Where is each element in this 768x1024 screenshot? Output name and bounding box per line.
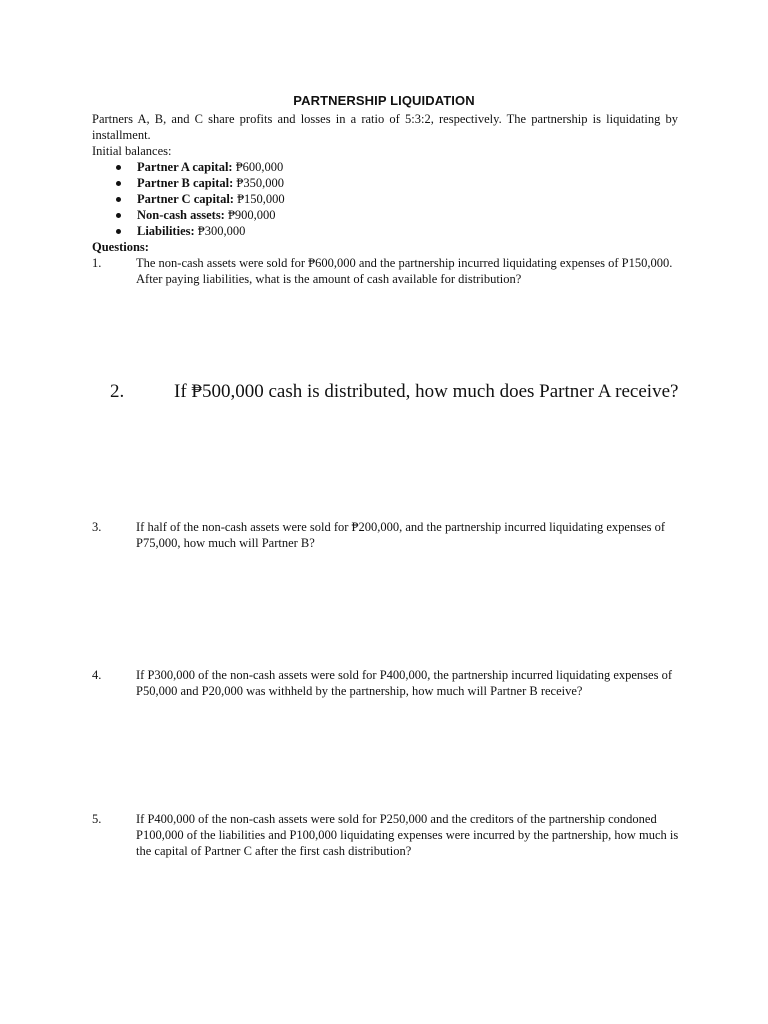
question-2: [110, 381, 710, 403]
questions-heading: Questions:: [92, 240, 149, 254]
document-title: PARTNERSHIP LIQUIDATION: [293, 93, 475, 108]
bullet-icon: [116, 181, 121, 186]
question-number: 1.: [92, 256, 102, 270]
balance-label: Partner A capital:: [137, 160, 233, 174]
question-4: [92, 667, 682, 699]
intro-paragraph: Partners A, B, and C share profits and losses in a ratio of 5:3:2, respectively. The partnership is liquidating by installment.: [92, 112, 678, 142]
balance-item-liabilities: [92, 223, 285, 239]
initial-balances-label: Initial balances:: [92, 144, 172, 158]
balance-label: Partner B capital:: [137, 176, 234, 190]
balance-item-partner-c: [92, 191, 285, 207]
balance-value: ₱350,000: [236, 176, 284, 190]
question-number: 5.: [92, 812, 102, 826]
balance-item-partner-a: [92, 159, 285, 175]
bullet-icon: [116, 165, 121, 170]
bullet-icon: [116, 229, 121, 234]
question-1: [92, 255, 682, 287]
balance-label: Partner C capital:: [137, 192, 234, 206]
balance-item-partner-b: [92, 175, 285, 191]
question-text: If P300,000 of the non-cash assets were sold for P400,000, the partnership incurred liquidating expenses of P50,000 and P20,000 was withheld by the partnership, how much will Partner B receive?: [136, 668, 672, 698]
question-5: [92, 811, 682, 859]
bullet-icon: [116, 197, 121, 202]
question-number: 4.: [92, 668, 102, 682]
balance-value: ₱300,000: [197, 224, 246, 238]
bullet-icon: [116, 213, 121, 218]
balance-item-non-cash-assets: [92, 207, 285, 223]
balance-label: Liabilities:: [137, 224, 195, 238]
initial-balances-list: [92, 159, 285, 239]
question-3: [92, 519, 682, 551]
question-number: 2.: [110, 381, 125, 402]
balance-value: ₱150,000: [237, 192, 285, 206]
question-text: If half of the non-cash assets were sold for ₱200,000, and the partnership incurred liquidating expenses of P75,000, how much will Partner B?: [136, 520, 666, 550]
balance-label: Non-cash assets:: [137, 208, 225, 222]
balance-value: ₱600,000: [235, 160, 284, 174]
question-text: If P400,000 of the non-cash assets were sold for P250,000 and the creditors of the partnership condoned P100,000 of the liabilities and P100,000 liquidating expenses were incurred by the partnership, how much is the capital of Partner C after the first cash distribution?: [136, 812, 679, 858]
balance-value: ₱900,000: [227, 208, 276, 222]
question-text: If ₱500,000 cash is distributed, how much does Partner A receive?: [174, 381, 679, 402]
question-text: The non-cash assets were sold for ₱600,000 and the partnership incurred liquidating expenses of P150,000. After paying liabilities, what is the amount of cash available for distribution?: [136, 256, 673, 286]
question-number: 3.: [92, 520, 102, 534]
